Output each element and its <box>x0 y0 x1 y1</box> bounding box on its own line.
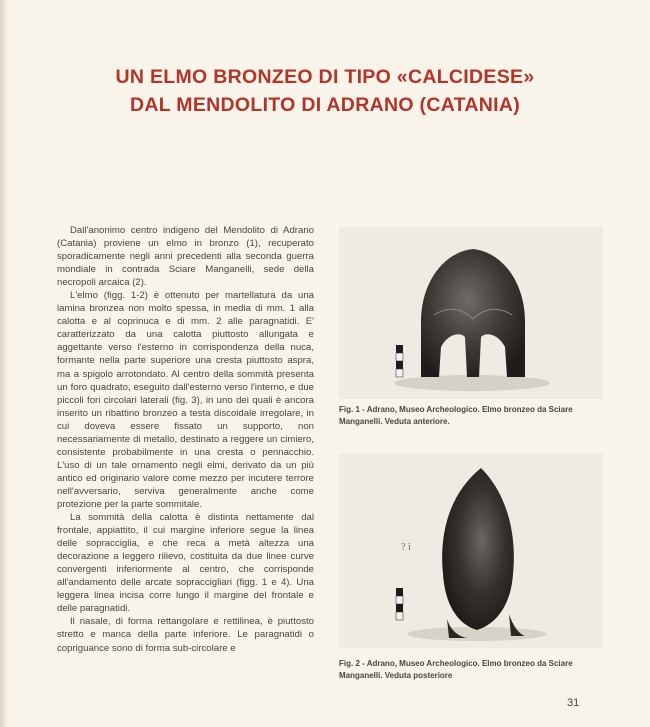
body-paragraph-3: La sommità della calotta è distinta nettamente dal frontale, appiattito, il cui margine inferiore segue la linea delle sopracciglia, e che reca a metà altezza una decorazione a leggero rilievo, costituita da due linee curve convergenti inferiormente al centro, che corrisponde all'andamento delle arcate sopraccigliari (figg. 1 e 4). Una leggera linea incisa corre lungo il margine del frontale e delle paragnatidi. <box>57 512 314 615</box>
figure-1-photo <box>339 227 603 399</box>
figure-1-caption: Fig. 1 - Adrano, Museo Archeologico. Elmo bronzeo da Sciare Manganelli. Veduta anteriore. <box>339 405 573 426</box>
article-body <box>57 224 314 655</box>
helmet-rear-image <box>339 454 603 648</box>
body-paragraph-2: L'elmo (figg. 1-2) è ottenuto per martellatura da una lamina bronzea non molto spessa, in media di mm. 1 alla calotta e al coprinuca e di mm. 2 alle paragnatidi. E' caratterizzato da una calotta piuttosto allungata e aggettante verso l'esterno in corrispondenza della nuca, formante nella parte superiore una cresta piuttosto aspra, ma a spigolo arrotondato. Al centro della sommità presenta un foro quadrato, eseguito dall'esterno verso l'interno, e due piccoli fori circolari laterali (fig. 3), in uno dei quali è ancora inserito un ribattino bronzeo a testa discoidale irregolare, in cui doveva essere fissato un supporto, non necessariamente di metallo, destinato a reggere un cimiero, consistente probabilmente in una cresta o pennacchio. L'uso di un tale ornamento negli elmi, derivato da un più antico ed originario valore come mezzo per incutere terrore nell'avversario, serviva generalmente anche come protezione per la parte sommitale. <box>57 290 314 510</box>
article-title-line-1: UN ELMO BRONZEO DI TIPO «CALCIDESE» <box>115 66 535 88</box>
body-paragraph-1: Dall'anonimo centro indigeno del Mendolito di Adrano (Catania) proviene un elmo in bronzo (1), recuperato sporadicamente negli anni precedenti alla seconda guerra mondiale in contrada Sciare Manganelli, sede della necropoli arcaica (2). <box>57 225 314 289</box>
figure-2-caption: Fig. 2 - Adrano, Museo Archeologico. Elmo bronzeo da Sciare Manganelli. Veduta posteriore <box>339 659 573 680</box>
figure-2-photo <box>339 454 603 648</box>
body-paragraph-4: Il nasale, di forma rettangolare e rettilinea, è piuttosto stretto e manca della parte inferiore. Le paragnatidi o copriguance sono di forma sub-circolare e <box>57 616 314 654</box>
helmet-front-image <box>339 227 603 399</box>
handwritten-mark: ? i <box>401 542 411 553</box>
page-number: 31 <box>567 697 580 709</box>
article-title-line-2: DAL MENDOLITO DI ADRANO (CATANIA) <box>129 94 521 116</box>
